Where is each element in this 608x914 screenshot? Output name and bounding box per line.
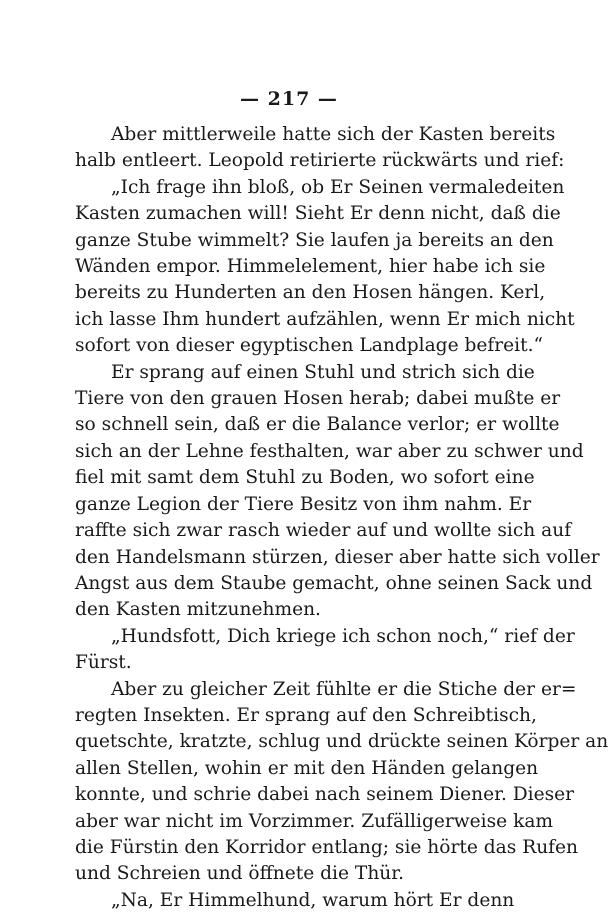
text-line: Tiere von den grauen Hosen herab; dabei mußte er [75, 388, 561, 410]
text-line: raffte sich zwar rasch wieder auf und wollte sich auf [75, 520, 572, 542]
text-line: fiel mit samt dem Stuhl zu Boden, wo sofort eine [75, 467, 535, 489]
text-line: Er sprang auf einen Stuhl und strich sich die [111, 361, 535, 383]
text-line: regten Insekten. Er sprang auf den Schreibtisch, [75, 704, 537, 726]
text-line: sofort von dieser egyptischen Landplage befreit.“ [75, 335, 543, 357]
text-line: Aber mittlerweile hatte sich der Kasten bereits [111, 124, 556, 145]
text-line: „Na, Er Himmelhund, warum hört Er denn [111, 889, 515, 911]
text-line: konnte, und schrie dabei nach seinem Diener. Dieser [75, 784, 575, 806]
text-line: den Handelsmann stürzen, dieser aber hatte sich voller [75, 546, 600, 568]
text-line: Wänden empor. Himmelelement, hier habe ich sie [75, 256, 546, 278]
text-line: Fürst. [75, 652, 132, 674]
text-line: allen Stellen, wohin er mit den Händen gelangen [75, 757, 539, 779]
text-line: ganze Stube wimmelt? Sie laufen ja bereits an den [75, 229, 554, 251]
text-line: die Fürstin den Korridor entlang; sie hörte das Rufen [75, 836, 579, 858]
text-line: und Schreien und öffnete die Thür. [75, 863, 405, 885]
text-line: Angst aus dem Staube gemacht, ohne seinen Sack und [75, 572, 593, 594]
text-line: halb entleert. Leopold retirierte rückwärts und rief: [75, 150, 565, 172]
text-line: sich an der Lehne festhalten, war aber zu schwer und [75, 440, 584, 462]
text-line: „Ich frage ihn bloß, ob Er Seinen vermaledeiten [111, 176, 565, 198]
text-line: „Hundsfott, Dich kriege ich schon noch,“ rief der [111, 625, 575, 647]
text-line: ganze Legion der Tiere Besitz von ihm nahm. Er [75, 493, 532, 515]
text-line: ich lasse Ihm hundert aufzählen, wenn Er mich nicht [75, 308, 575, 330]
text-line: so schnell sein, daß er die Balance verlor; er wollte [75, 414, 560, 436]
text-line: aber war nicht im Vorzimmer. Zufälligerweise kam [75, 810, 554, 832]
text-line: Kasten zumachen will! Sieht Er denn nicht, daß die [75, 203, 561, 225]
text-line: quetschte, kratzte, schlug und drückte seinen Körper an [75, 731, 608, 753]
page-number: — 217 — [240, 88, 338, 110]
text-line: bereits zu Hunderten an den Hosen hängen. Kerl, [75, 282, 546, 304]
text-line: Aber zu gleicher Zeit fühlte er die Stiche der er= [111, 678, 577, 700]
text-line: den Kasten mitzunehmen. [75, 599, 321, 621]
body-text [75, 122, 608, 914]
